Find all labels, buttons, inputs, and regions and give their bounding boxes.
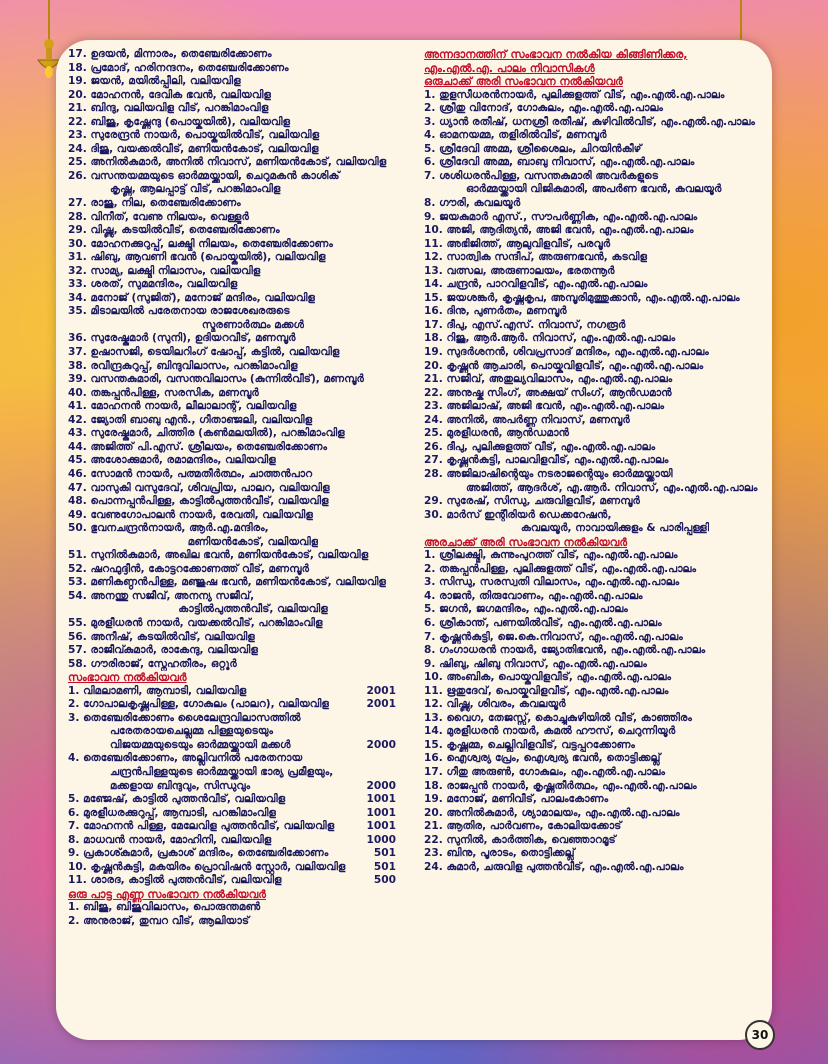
list-item: [424, 387, 764, 401]
list-item-text: 26. വസന്തയമ്മയുടെ ഓർമ്മയ്ക്കായി, ചെറുമകൻ കാശിക്: [68, 169, 340, 182]
list-item-text: 23. സുരേന്ദ്രൻ നായർ, പൊയ്കയിൽവീട്, വലിയവിള: [68, 129, 320, 142]
list-item-text: 27. കൃഷ്ണൻകുട്ടി, പാലവിളവീട്, എം.എൽ.എ.പാലം: [424, 454, 669, 467]
list-item: [424, 834, 764, 848]
list-item: [424, 766, 764, 780]
list-item-text: കവലയൂർ, നാവായിക്കുളം & പാരിപ്പള്ളി: [520, 522, 710, 535]
list-item: [424, 752, 764, 766]
list-item: [424, 617, 764, 631]
list-item: [424, 102, 764, 116]
list-item: [424, 563, 764, 577]
list-item: [424, 116, 764, 130]
list-item: [68, 712, 396, 726]
list-item: [424, 400, 764, 414]
list-item-text: 1. ബിജു, ബിജുവിലാസം, പൊരുന്തമൺ: [68, 901, 261, 914]
list-item: [424, 780, 764, 794]
list-item: [68, 292, 396, 306]
list-item-text: 3. സിന്ധു, സരസ്വതി വിലാസം, എം.എൽ.എ.പാലം: [424, 576, 680, 589]
list-item: [424, 468, 764, 482]
page-number: 30: [745, 1020, 775, 1050]
donation-amount: 501: [373, 847, 396, 860]
list-item-text: 11. ഋതുദേവ്, പൊയ്കവിളവീട്, എം.എൽ.എ.പാലം: [424, 684, 669, 697]
list-item-text: 20. മോഹനൻ, ദേവിക ഭവൻ, വലിയവിള: [68, 88, 271, 101]
list-item: [68, 522, 396, 536]
list-item: [68, 143, 396, 157]
list-item-text: 31. ഷിബു, ആവണി ഭവൻ (പൊയ്കയിൽ), വലിയവിള: [68, 251, 326, 264]
list-item: [68, 373, 396, 387]
list-item-text: 5. ജഗൻ, ജഗമന്ദിരം, എം.എൽ.എ.പാലം: [424, 603, 628, 616]
list-item-text: പരേതരായചെല്ലമ്മ പിള്ളയുടെയും: [110, 725, 274, 738]
list-item: [424, 197, 764, 211]
list-item: [68, 197, 396, 211]
list-item-text: 11. അഭിജിത്ത്, ആലുവിളവീട്, പരവൂർ: [424, 237, 611, 250]
list-item-text: 32. സാമ്യ, ലക്ഷ്മി നിലാസം, വലിയവിള: [68, 264, 261, 277]
list-item: [424, 183, 764, 197]
list-item-text: 47. വാസുകി വസുദേവ്, ശിവപ്രിയ, പാലറ, വലിയവിള: [68, 481, 330, 494]
list-item: [68, 332, 396, 346]
list-item: [424, 319, 764, 333]
list-item-text: 17. ഗീതു അരുൺ, ഗോകുലം, എം.എൽ.എ.പാലം: [424, 765, 666, 778]
list-item: [68, 170, 396, 184]
list-item: [424, 89, 764, 103]
list-item: [68, 495, 396, 509]
list-item: [424, 427, 764, 441]
list-item-text: കാട്ടിൽപുത്തൻവീട്, വലിയവിള: [178, 603, 328, 616]
list-item: [424, 725, 764, 739]
list-item: [424, 441, 764, 455]
list-item: [424, 373, 764, 387]
list-item-text: ഓർമ്മയ്ക്കായി വിജികുമാരി, അപർണ ഭവൻ, കവലയൂർ: [466, 183, 722, 196]
list-item: [68, 536, 396, 550]
list-item-text: 17. ഉദയൻ, മിന്നാരം, തെഞ്ചേരിക്കോണം: [68, 48, 272, 60]
list-item: [68, 752, 396, 766]
list-item: [424, 712, 764, 726]
list-item-text: 3. തെഞ്ചേരിക്കോണം ശൈലേന്ദ്രവിലാസത്തിൽ: [68, 711, 301, 724]
list-item-text: 29. സുരേഷ്, സിന്ധു, ചരുവിളവീട്, മണമ്പൂർ: [424, 495, 640, 508]
list-item-text: 51. സുനിൽകുമാർ, അഖില ഭവൻ, മണിയൻകോട്, വലിയവിള: [68, 549, 369, 562]
list-item: [68, 75, 396, 89]
list-item-text: 50. ഭുവനചന്ദ്രൻനായർ, ആർ.എ.മന്ദിരം,: [68, 522, 269, 535]
list-item-text: 1. വിമലാമണി, ആമ്പാടി, വലിയവിള: [68, 684, 247, 697]
list-item: [68, 915, 396, 929]
list-item-text: 53. മണികണ്ഠൻപിള്ള, മഞ്ജുഷ ഭവൻ, മണിയൻകോട്, വലിയവിള: [68, 576, 386, 589]
list-item-text: 2. അനുരാജ്, തുമ്പറ വീട്, ആലിയാട്: [68, 915, 250, 927]
list-item: [68, 441, 396, 455]
list-item-text: 52. ഷറഫുദ്ദീൻ, കോട്ടറക്കോണത്ത് വീട്, മണമ്പൂർ: [68, 562, 309, 575]
list-item: [68, 238, 396, 252]
section-heading: എം.എൽ.എ. പാലം നിവാസികൾ: [424, 61, 595, 75]
donation-amount: 1001: [366, 806, 396, 819]
list-item-text: 19. മനോജ്, മണിവീട്, പാലംകോണം: [424, 793, 609, 806]
list-item: [424, 495, 764, 509]
list-item: [68, 603, 396, 617]
list-item-text: 35. മിടാലയിൽ പരേതനായ രാജശേഖരരുടെ: [68, 305, 290, 318]
list-item: [68, 725, 396, 739]
list-item-text: 12. സാത്വിക സന്ദീപ്, അരുണഭവൻ, കടവിള: [424, 251, 648, 264]
list-item-text: 6. ശ്രീദേവി അമ്മ, ബാബു നിവാസ്, എം.എൽ.എ.പാലം: [424, 156, 695, 169]
list-item-text: 56. അനീഷ്, കടയിൽവീട്, വലിയവിള: [68, 630, 255, 643]
list-item-text: 7. കൃഷ്ണൻകുട്ടി, ജെ.കെ.നിവാസ്, എം.എൽ.എ.പാലം: [424, 630, 683, 643]
list-item-text: 28. വിനീത്, വേണു നിലയം, വെള്ളൂർ: [68, 210, 249, 223]
list-item-text: 40. തങ്കപ്പൻപിള്ള, സരസിക, മണമ്പൂർ: [68, 386, 259, 399]
list-item-text: 12. വിഷ്ണു, ശിവരം, കവലയൂർ: [424, 698, 566, 711]
list-item-text: 17. ദീപു, എസ്.എസ്. നിവാസ്, നഗരൂർ: [424, 318, 626, 331]
list-item-text: 9. പ്രകാശ്കുമാർ, പ്രകാശ് മന്ദിരം, തെഞ്ചേരിക്കോണം: [68, 847, 329, 860]
list-item-text: 10. കൃഷ്ണൻകുട്ടി, മകയിരം പ്രൊവിഷൻ സ്റ്റോർ, വലിയവിള: [68, 860, 346, 873]
list-item-text: 24. കുമാർ, ചരുവിള പുത്തൻവീട്, എം.എൽ.എ.പാലം: [424, 860, 684, 873]
right-column: [424, 48, 764, 874]
list-item-text: 27. രാജു, നില, തെഞ്ചേരിക്കോണം: [68, 197, 241, 210]
list-item-text: 8. ഗൗരി, കവലയൂർ: [424, 197, 521, 210]
list-item: [68, 400, 396, 414]
list-item: [68, 346, 396, 360]
list-item: [68, 685, 396, 699]
list-item-text: 7. ശശിധരൻപിള്ള, വസന്തകുമാരി അവർകളുടെ: [424, 169, 658, 182]
list-item-text: 19. ജയൻ, മയിൽപ്പീലി, വലിയവിള: [68, 75, 241, 88]
list-item-text: 26. ദീപു, പുലിക്കുളത്ത് വീട്, എം.എൽ.എ.പാലം: [424, 440, 656, 453]
list-item: [424, 793, 764, 807]
list-item-text: മണിയൻകോട്, വലിയവിള: [187, 535, 319, 548]
list-item: [424, 847, 764, 861]
section-heading: അന്നദാനത്തിന് സംഭാവന നൽകിയ കിങ്ങിണിക്കര,: [424, 48, 688, 61]
section-heading: ഒരു പാട്ട എണ്ണ സംഭാവന നൽകിയവർ: [68, 887, 266, 901]
list-item-text: 46. സോമൻ നായർ, പത്മതീർത്ഥം, ചാത്തൻപാറ: [68, 467, 313, 480]
donation-amount: 2001: [366, 698, 396, 711]
donation-amount: 2000: [366, 738, 396, 751]
list-item: [68, 766, 396, 780]
list-item: [424, 414, 764, 428]
list-item: [68, 414, 396, 428]
list-item-text: 8. ഗംഗാധരൻ നായർ, ജ്യോതിഭവൻ, എം.എൽ.എ.പാലം: [424, 644, 706, 657]
list-item: [68, 224, 396, 238]
list-item: [424, 509, 764, 523]
list-item-text: 13. വൈഗ, തേജസ്സ്, കൊച്ചുകുഴിയിൽ വീട്, കാഞ്ഞിരം: [424, 711, 692, 724]
list-item-text: 36. സുരേഷ്കുമാർ (സുനി), ഉദിയറവീട്, മണമ്പൂർ: [68, 332, 296, 345]
list-item-text: 4. രാജൻ, തിരുവോണം, എം.എൽ.എ.പാലം: [424, 589, 643, 602]
list-item: [68, 590, 396, 604]
list-item: [424, 156, 764, 170]
list-item: [424, 454, 764, 468]
list-item-text: 15. കൃഷ്ണമ്മ, ചെല്ലിവിളവീട്, വട്ടപ്പറക്കോണം: [424, 738, 635, 751]
list-item: [68, 644, 396, 658]
donation-amount: 2001: [366, 684, 396, 697]
list-item: [68, 549, 396, 563]
list-item: [68, 820, 396, 834]
list-item: [68, 509, 396, 523]
list-item: [424, 576, 764, 590]
list-item: [424, 644, 764, 658]
list-item: [68, 305, 396, 319]
list-item-text: 23. അജിലാഷ്, അജി ഭവൻ, എം.എൽ.എ.പാലം: [424, 400, 665, 413]
list-item: [424, 861, 764, 875]
list-item-text: മക്കളായ ബിന്ദുവും, സിന്ധുവും: [110, 779, 251, 792]
section-heading: അരചാക്ക് അരി സംഭാവന നൽകിയവർ: [424, 535, 628, 549]
list-item: [68, 62, 396, 76]
list-item: [68, 427, 396, 441]
list-item-text: 6. മുരളീധരക്കുറുപ്പ്, ആമ്പാടി, പറങ്കിമാംവിള: [68, 806, 276, 819]
donation-amount: 1000: [366, 833, 396, 846]
list-item-text: 19. സുദർശനൻ, ശിവപ്രസാദ് മന്ദിരം, എം.എൽ.എ.പാലം: [424, 346, 709, 359]
list-item: [68, 183, 396, 197]
list-item: [68, 482, 396, 496]
list-item: [424, 238, 764, 252]
list-item-text: 43. സുരേഷ്കുമാർ, ചിത്തിര (കൺമലയിൽ), പറങ്കിമാംവിള: [68, 427, 345, 440]
list-item-text: 34. മനോജ് (സുജിത്), മനോജ് മന്ദിരം, വലിയവിള: [68, 291, 315, 304]
list-item-text: 18. റിജു, ആർ.ആർ. നിവാസ്, എം.എൽ.എ.പാലം: [424, 332, 676, 345]
list-item-text: 21. ബിന്ദു, വലിയവിള വീട്, പറങ്കിമാംവിള: [68, 102, 269, 115]
list-item: [424, 170, 764, 184]
list-item-text: 29. വിഷ്ണു, കടയിൽവീട്, തെഞ്ചേരിക്കോണം: [68, 224, 280, 237]
list-item: [68, 278, 396, 292]
list-item: [68, 793, 396, 807]
list-item: [424, 807, 764, 821]
list-item-text: 24. അനിൽ, അപർണ്ണ നിവാസ്, മണമ്പൂർ: [424, 413, 630, 426]
list-item-text: 23. ബിനു, പൂരാടം, തൊട്ടിക്കല്ല്: [424, 847, 575, 860]
left-column: [68, 48, 396, 929]
list-item: [68, 901, 396, 915]
list-item: [68, 251, 396, 265]
list-item: [424, 129, 764, 143]
list-item: [424, 631, 764, 645]
list-item-text: 38. രവീന്ദ്രകുറുപ്പ്, ബിന്ദുവിലാസം, പറങ്കിമാംവിള: [68, 359, 298, 372]
list-item-text: 58. ഗൗരിരാജ്, സ്നേഹതീരം, ഒറ്റൂർ: [68, 657, 237, 670]
list-item-text: 45. അശോക്കുമാർ, രമാമന്ദിരം, വലിയവിള: [68, 454, 276, 467]
list-item: [424, 292, 764, 306]
list-item-text: വിജയമ്മയുടെയും ഓർമ്മയ്ക്കായി മക്കൾ: [110, 738, 291, 751]
list-item: [424, 685, 764, 699]
list-item: [424, 658, 764, 672]
list-item-text: 48. പൊന്നപ്പൻപിള്ള, കാട്ടിൽപുത്തൻവീട്, വലിയവിള: [68, 495, 329, 508]
list-item-text: 18. പ്രമോദ്, ഹരിനന്ദനം, തെഞ്ചേരിക്കോണം: [68, 61, 289, 74]
list-item-text: ചന്ദ്രൻപിള്ളയുടെ ഓർമ്മയ്ക്കായി ഭാര്യ പ്രമീളയും,: [110, 765, 334, 778]
list-item: [68, 387, 396, 401]
list-item-text: 21. ആതിര, പാർവണം, കോലിയക്കോട്: [424, 820, 622, 833]
list-item-text: 7. മോഹനൻ പിള്ള, മേലേവിള പുത്തൻവീട്, വലിയവിള: [68, 820, 335, 833]
list-item-text: 24. ദിജു, വയക്കൽവീട്, മണിയൻകോട്, വലിയവിള: [68, 142, 319, 155]
list-item-text: 20. കൃഷ്ണൻ ആചാരി, പൊയ്കവിളവീട്, എം.എൽ.എ.പാലം: [424, 359, 704, 372]
list-item-text: 4. തെഞ്ചേരിക്കോണം, അല്ലിവനിൽ പരേതനായ: [68, 752, 303, 765]
list-item-text: 21. സജീവ്, അതുല്യവിലാസം, എം.എൽ.എ.പാലം: [424, 373, 673, 386]
list-item: [68, 834, 396, 848]
donation-amount: 501: [373, 860, 396, 873]
list-item: [68, 847, 396, 861]
list-item-text: 22. അനുഷ്ക സിംഗ്, അക്ഷയ് സിംഗ്, ആൻഡമാൻ: [424, 386, 672, 399]
list-item: [68, 739, 396, 753]
list-item-text: 49. വേണുഗോപാലൻ നായർ, രേവതി, വലിയവിള: [68, 508, 313, 521]
list-item: [424, 590, 764, 604]
list-item-text: 2. ശ്രീതു വിനോദ്, ഗോകുലം, എം.എൽ.എ.പാലം: [424, 102, 663, 115]
donation-amount: 2000: [366, 779, 396, 792]
list-item-text: 15. ജയശങ്കർ, കൃഷ്ണകൃപ, അമ്പൂരിമുത്തുക്കാൻ, എം.എൽ.എ.പാലം: [424, 291, 740, 304]
list-item-text: 44. അജിത്ത് പി.എസ്. ശ്രീലയം, തെഞ്ചേരിക്കോണം: [68, 440, 328, 453]
list-item: [424, 278, 764, 292]
list-item-text: 16. ഐശ്വര്യ പ്രേം, ഐശ്വര്യ ഭവൻ, തൊട്ടിക്കല്ല്: [424, 752, 661, 765]
list-item: [424, 332, 764, 346]
list-item-text: 9. ഷിബു, ഷിബു നിവാസ്, എം.എൽ.എ.പാലം: [424, 657, 647, 670]
list-item-text: 28. അജിലാഷിന്റെയും നടരാജന്റെയും ഓർമ്മയ്ക്കായി: [424, 467, 673, 480]
list-item: [424, 305, 764, 319]
list-item-text: 42. ജ്യോതി ബാബു എൻ., ഗീതാഞ്ജലി, വലിയവിള: [68, 413, 313, 426]
list-item: [424, 671, 764, 685]
list-item: [424, 820, 764, 834]
list-item: [68, 874, 396, 888]
list-item: [424, 211, 764, 225]
list-item: [424, 265, 764, 279]
list-item-text: 1. തുളസീധരൻനായർ, പുലിക്കുളത്ത് വീട്, എം.എൽ.എ.പാലം: [424, 88, 725, 101]
list-item: [68, 319, 396, 333]
list-item: [68, 102, 396, 116]
list-item-text: കൃഷ്ണ, ആലപ്പാട്ട് വീട്, പറങ്കിമാംവിള: [110, 183, 281, 196]
list-item: [68, 360, 396, 374]
list-item-text: 13. വത്സല, അരുണാലയം, ഭരതന്നൂർ: [424, 264, 615, 277]
list-item-text: 16. ദിനു, പുണർതം, മണമ്പൂർ: [424, 305, 567, 318]
list-item: [424, 251, 764, 265]
list-item-text: അജിത്ത്, ആദർശ്, എ.ആർ. നിവാസ്, എം.എൽ.എ.പാലം: [466, 481, 758, 494]
list-item: [68, 576, 396, 590]
list-item-text: 5. മഞ്ജേഷ്, കാട്ടിൽ പുത്തൻവീട്, വലിയവിള: [68, 793, 286, 806]
list-item: [424, 482, 764, 496]
list-item-text: 55. മുരളീധരൻ നായർ, വയക്കൽവീട്, പറങ്കിമാംവിള: [68, 616, 323, 629]
list-item-text: 22. ബിജു, കൃഷ്ണേന്ദു (പൊയ്കയിൽ), വലിയവിള: [68, 115, 291, 128]
list-item: [424, 346, 764, 360]
donation-amount: 500: [373, 874, 396, 887]
list-item: [68, 116, 396, 130]
list-item-text: 8. മാധവൻ നായർ, മോഹിനി, വലിയവിള: [68, 833, 272, 846]
list-item-text: 10. അംബിക, പൊയ്കവിളവീട്, എം.എൽ.എ.പാലം: [424, 671, 672, 684]
list-item-text: 22. സുനിൽ, കാർത്തിക, വെഞ്ഞാറമൂട്: [424, 833, 616, 846]
list-item-text: 9. ജയകുമാർ എസ്., സൗപർണ്ണിക, എം.എൽ.എ.പാലം: [424, 210, 698, 223]
list-item-text: 39. വസന്തകുമാരി, വസന്തവിലാസം (കുന്നിൽവീട്), മണമ്പൂർ: [68, 373, 364, 386]
list-item: [68, 563, 396, 577]
list-item: [424, 739, 764, 753]
list-item-text: 14. ചന്ദ്രൻ, പാറവിളവീട്, എം.എൽ.എ.പാലം: [424, 278, 648, 291]
list-item-text: 2. തങ്കപ്പൻപിള്ള, പുലിക്കുളത്ത് വീട്, എം.എൽ.എ.പാലം: [424, 562, 697, 575]
section-heading: ഒരുചാക്ക് അരി സംഭാവന നൽകിയവർ: [424, 75, 623, 89]
list-item: [68, 807, 396, 821]
list-item-text: 25. അനിൽകുമാർ, അനിൽ നിവാസ്, മണിയൻകോട്, വലിയവിള: [68, 156, 387, 169]
list-item: [424, 698, 764, 712]
list-item-text: 3. ധ്യാൻ രതീഷ്, ധനശ്രീ രതീഷ്, കുഴിവിൽവീട്, എം.എൽ.എ.പാലം: [424, 115, 755, 128]
list-item-text: 25. മുരളീധരൻ, ആൻഡമാൻ: [424, 427, 570, 440]
list-item-text: 11. ശാരദ, കാട്ടിൽ പുത്തൻവീട്, വലിയവിള: [68, 874, 282, 887]
list-item: [68, 156, 396, 170]
list-item: [68, 861, 396, 875]
list-item-text: 33. ശരത്, സുമമന്ദിരം, വലിയവിള: [68, 278, 238, 291]
list-item: [68, 48, 396, 62]
list-item: [68, 129, 396, 143]
list-item-text: 37. ഉഷാസജി, ടെയിലറിംഗ് ഷോപ്പ്, കട്ടിൽ, വലിയവിള: [68, 346, 340, 359]
donation-amount: 1001: [366, 793, 396, 806]
list-item-text: സ്മരണാർത്ഥം മക്കൾ: [201, 318, 305, 331]
list-item: [424, 603, 764, 617]
list-item: [68, 617, 396, 631]
list-item: [424, 224, 764, 238]
list-item-text: 30. മോഹനക്കുറുപ്പ്, ലക്ഷ്മി നിലയം, തെഞ്ചേരിക്കോണം: [68, 237, 333, 250]
list-item-text: 5. ശ്രീദേവി അമ്മ, ശ്രീശൈലം, ചിറയിൻകീഴ്: [424, 142, 642, 155]
list-item-text: 18. രാജപ്പൻ നായർ, കൃഷ്ണതീർത്ഥം, എം.എൽ.എ.പാലം: [424, 779, 697, 792]
list-item: [68, 211, 396, 225]
list-item: [68, 468, 396, 482]
list-item: [424, 143, 764, 157]
list-item-text: 57. രാജീവ്കുമാർ, രാകേന്ദു, വലിയവിള: [68, 644, 258, 657]
list-item-text: 2. ഗോപാലകൃഷ്ണപിള്ള, ഗോകുലം (പാലറ), വലിയവിള: [68, 698, 329, 711]
list-item: [68, 89, 396, 103]
list-item: [68, 265, 396, 279]
list-item-text: 4. ഓമനയമ്മ, തളിരിൽവീട്, മണമ്പൂർ: [424, 129, 607, 142]
list-item-text: 20. അനിൽകുമാർ, ശ്യാമാലയം, എം.എൽ.എ.പാലം: [424, 806, 680, 819]
list-item: [424, 549, 764, 563]
list-item-text: 14. മുരളീധരൻ നായർ, കമൽ ഹൗസ്, ചെറുന്നിയൂർ: [424, 725, 676, 738]
list-item-text: 6. ശ്രീകാന്ത്, പണയിൽവീട്, എം.എൽ.എ.പാലം: [424, 616, 662, 629]
list-item: [68, 698, 396, 712]
list-item-text: 54. അനന്തു സജീവ്, അനന്യ സജീവ്,: [68, 589, 255, 602]
list-item-text: 1. ശ്രീലക്ഷ്മി, കുന്നുംപുറത്ത് വീട്, എം.എൽ.എ.പാലം: [424, 549, 678, 562]
section-heading: സംഭാവന നൽകിയവർ: [68, 671, 187, 685]
list-item-text: 41. മോഹനൻ നായർ, ലീലാലാന്റ്, വലിയവിള: [68, 400, 297, 413]
list-item-text: 10. അജി, ആദിത്യൻ, അജി ഭവൻ, എം.എൽ.എ.പാലം: [424, 224, 694, 237]
donation-amount: 1001: [366, 820, 396, 833]
list-item-text: 30. മാർസ് ഇന്റീരിയർ ഡെക്കറേഷൻ,: [424, 508, 612, 521]
list-item: [424, 360, 764, 374]
list-item: [68, 631, 396, 645]
list-item: [424, 522, 764, 536]
list-item: [68, 658, 396, 672]
list-item: [68, 454, 396, 468]
list-item: [68, 780, 396, 794]
